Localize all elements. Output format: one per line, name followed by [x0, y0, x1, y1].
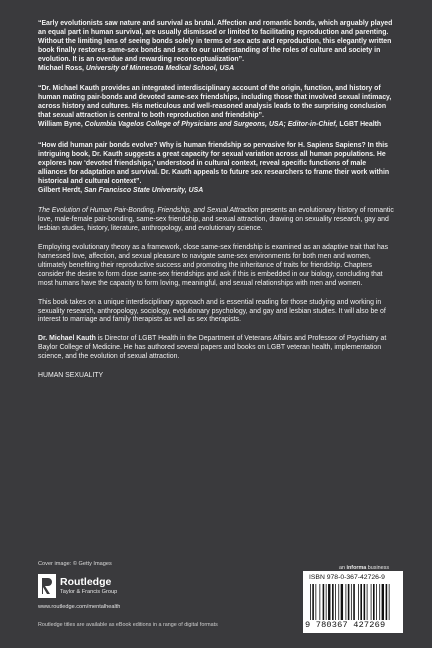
author-name: Dr. Michael Kauth — [38, 335, 96, 343]
isbn-barcode — [303, 571, 403, 633]
endorser-institution: University of Minnesota Medical School, USA — [85, 64, 235, 72]
description-para-2: Employing evolutionary theory as a framework, close same-sex friendship is examined as an adaptive trait that has harnessed love, affection, and sexual pleasure to navigate same-sex environments for both men and women, ultimately benefiting their reproductive success and promoting the inheritance of traits for friendship. Chapters consider the desire to form close same-sex friendships and ask if this is embedded in our biology, concluding that most humans have the capacity to form loving, meaningful, and sexual relationships with men and women. — [38, 244, 389, 287]
informa-prefix: an — [339, 565, 347, 571]
barcode-icon — [309, 584, 397, 622]
informa-brand: informa — [346, 565, 367, 571]
publisher-name: Routledge — [60, 576, 112, 588]
routledge-logo-icon — [38, 574, 56, 598]
isbn-label: ISBN 978-0-367-42726-9 — [309, 574, 385, 581]
description-para-3: This book takes on a unique interdisciplinary approach and is essential reading for those studying and working in sexuality research, anthropology, sociology, evolutionary psychology, and gay and lesbian studies. It will also be of interest to marriage and family therapists as well as sex therapists. — [38, 298, 386, 324]
endorsement-attribution — [38, 121, 381, 128]
endorser-name: Gilbert Herdt, — [38, 186, 84, 194]
barcode-number: 9 780367 427269 — [305, 620, 386, 630]
endorsement-1 — [38, 20, 396, 73]
description-para-1 — [38, 207, 396, 234]
informa-suffix: business — [366, 565, 390, 571]
publisher-url: www.routledge.com/mentalhealth — [38, 604, 121, 610]
ebook-note: Routledge titles are available as eBook editions in a range of digital formats — [38, 622, 218, 628]
endorsement-attribution — [38, 65, 234, 72]
endorser-name: Michael Ross, — [38, 64, 86, 72]
publisher-group: Taylor & Francis Group — [60, 589, 118, 595]
endorsement-quote: “Dr. Michael Kauth provides an integrated interdisciplinary account of the origin, function, and history of human mating pair-bonds and devoted same-sex friendships, including those that involved sexual intimacy, across history and cultures. His meticulous and well-reasoned analysis leads to the surprising conclusion that sexual attraction is central to both reproduction and friendship”. — [38, 85, 392, 120]
endorsement-3 — [38, 142, 396, 195]
subject-category: HUMAN SEXUALITY — [38, 372, 104, 380]
description-text: presents an evolutionary history of romantic love, male-female pair-bonding, same-sex friendship, and sexual attraction, drawing on sexuality research, gay and lesbian studies, history, literature, anthropology, and evolutionary science. — [38, 207, 394, 233]
endorser-name: William Byne, — [38, 121, 85, 129]
publisher-logo-block — [38, 574, 208, 610]
endorsement-attribution — [38, 187, 203, 194]
cover-image-credit: Cover image: © Getty Images — [38, 561, 112, 567]
endorser-institution: San Francisco State University, USA — [83, 186, 204, 194]
book-title: The Evolution of Human Pair-Bonding, Friendship, and Sexual Attraction — [38, 207, 259, 215]
endorsement-2 — [38, 85, 396, 130]
endorser-extra: LGBT Health — [337, 121, 382, 129]
endorser-institution: Columbia Vagelos College of Physicians and Surgeons, USA; Editor-in-Chief, — [84, 121, 338, 129]
endorsement-quote: “Early evolutionists saw nature and survival as brutal. Affection and romantic bonds, which arguably played an equal part in human survival, are usually dismissed or limited to facilitating reproduction and parenting. Without the limiting lens of seeing bonds solely in terms of sex acts and reproduction, this elegantly written book finally restores same-sex bonds and sex to our understanding of the roles of culture and society in evolution. It is an overdue and rewarding reconceptualization”. — [38, 20, 393, 63]
endorsement-quote: “How did human pair bonds evolve? Why is human friendship so pervasive for H. Sapiens Sapiens? In this intriguing book, Dr. Kauth suggests a great capacity for sexual variation across all human populations. He explores how ‘devoted friendships,’ understood in cultural context, reveal specific functions of male alliances for adaptation and survival. Dr. Kauth appeals to future sex researchers to frame their work within historical and cultural context”. — [38, 141, 390, 185]
author-bio-text: is Director of LGBT Health in the Department of Veterans Affairs and Professor of Psychiatry at Baylor College of Medicine. He has authored several papers and books on LGBT veteran health, implementation science, and the evolution of sexual attraction. — [38, 335, 387, 361]
author-bio — [38, 335, 396, 362]
cover-text — [38, 20, 396, 379]
